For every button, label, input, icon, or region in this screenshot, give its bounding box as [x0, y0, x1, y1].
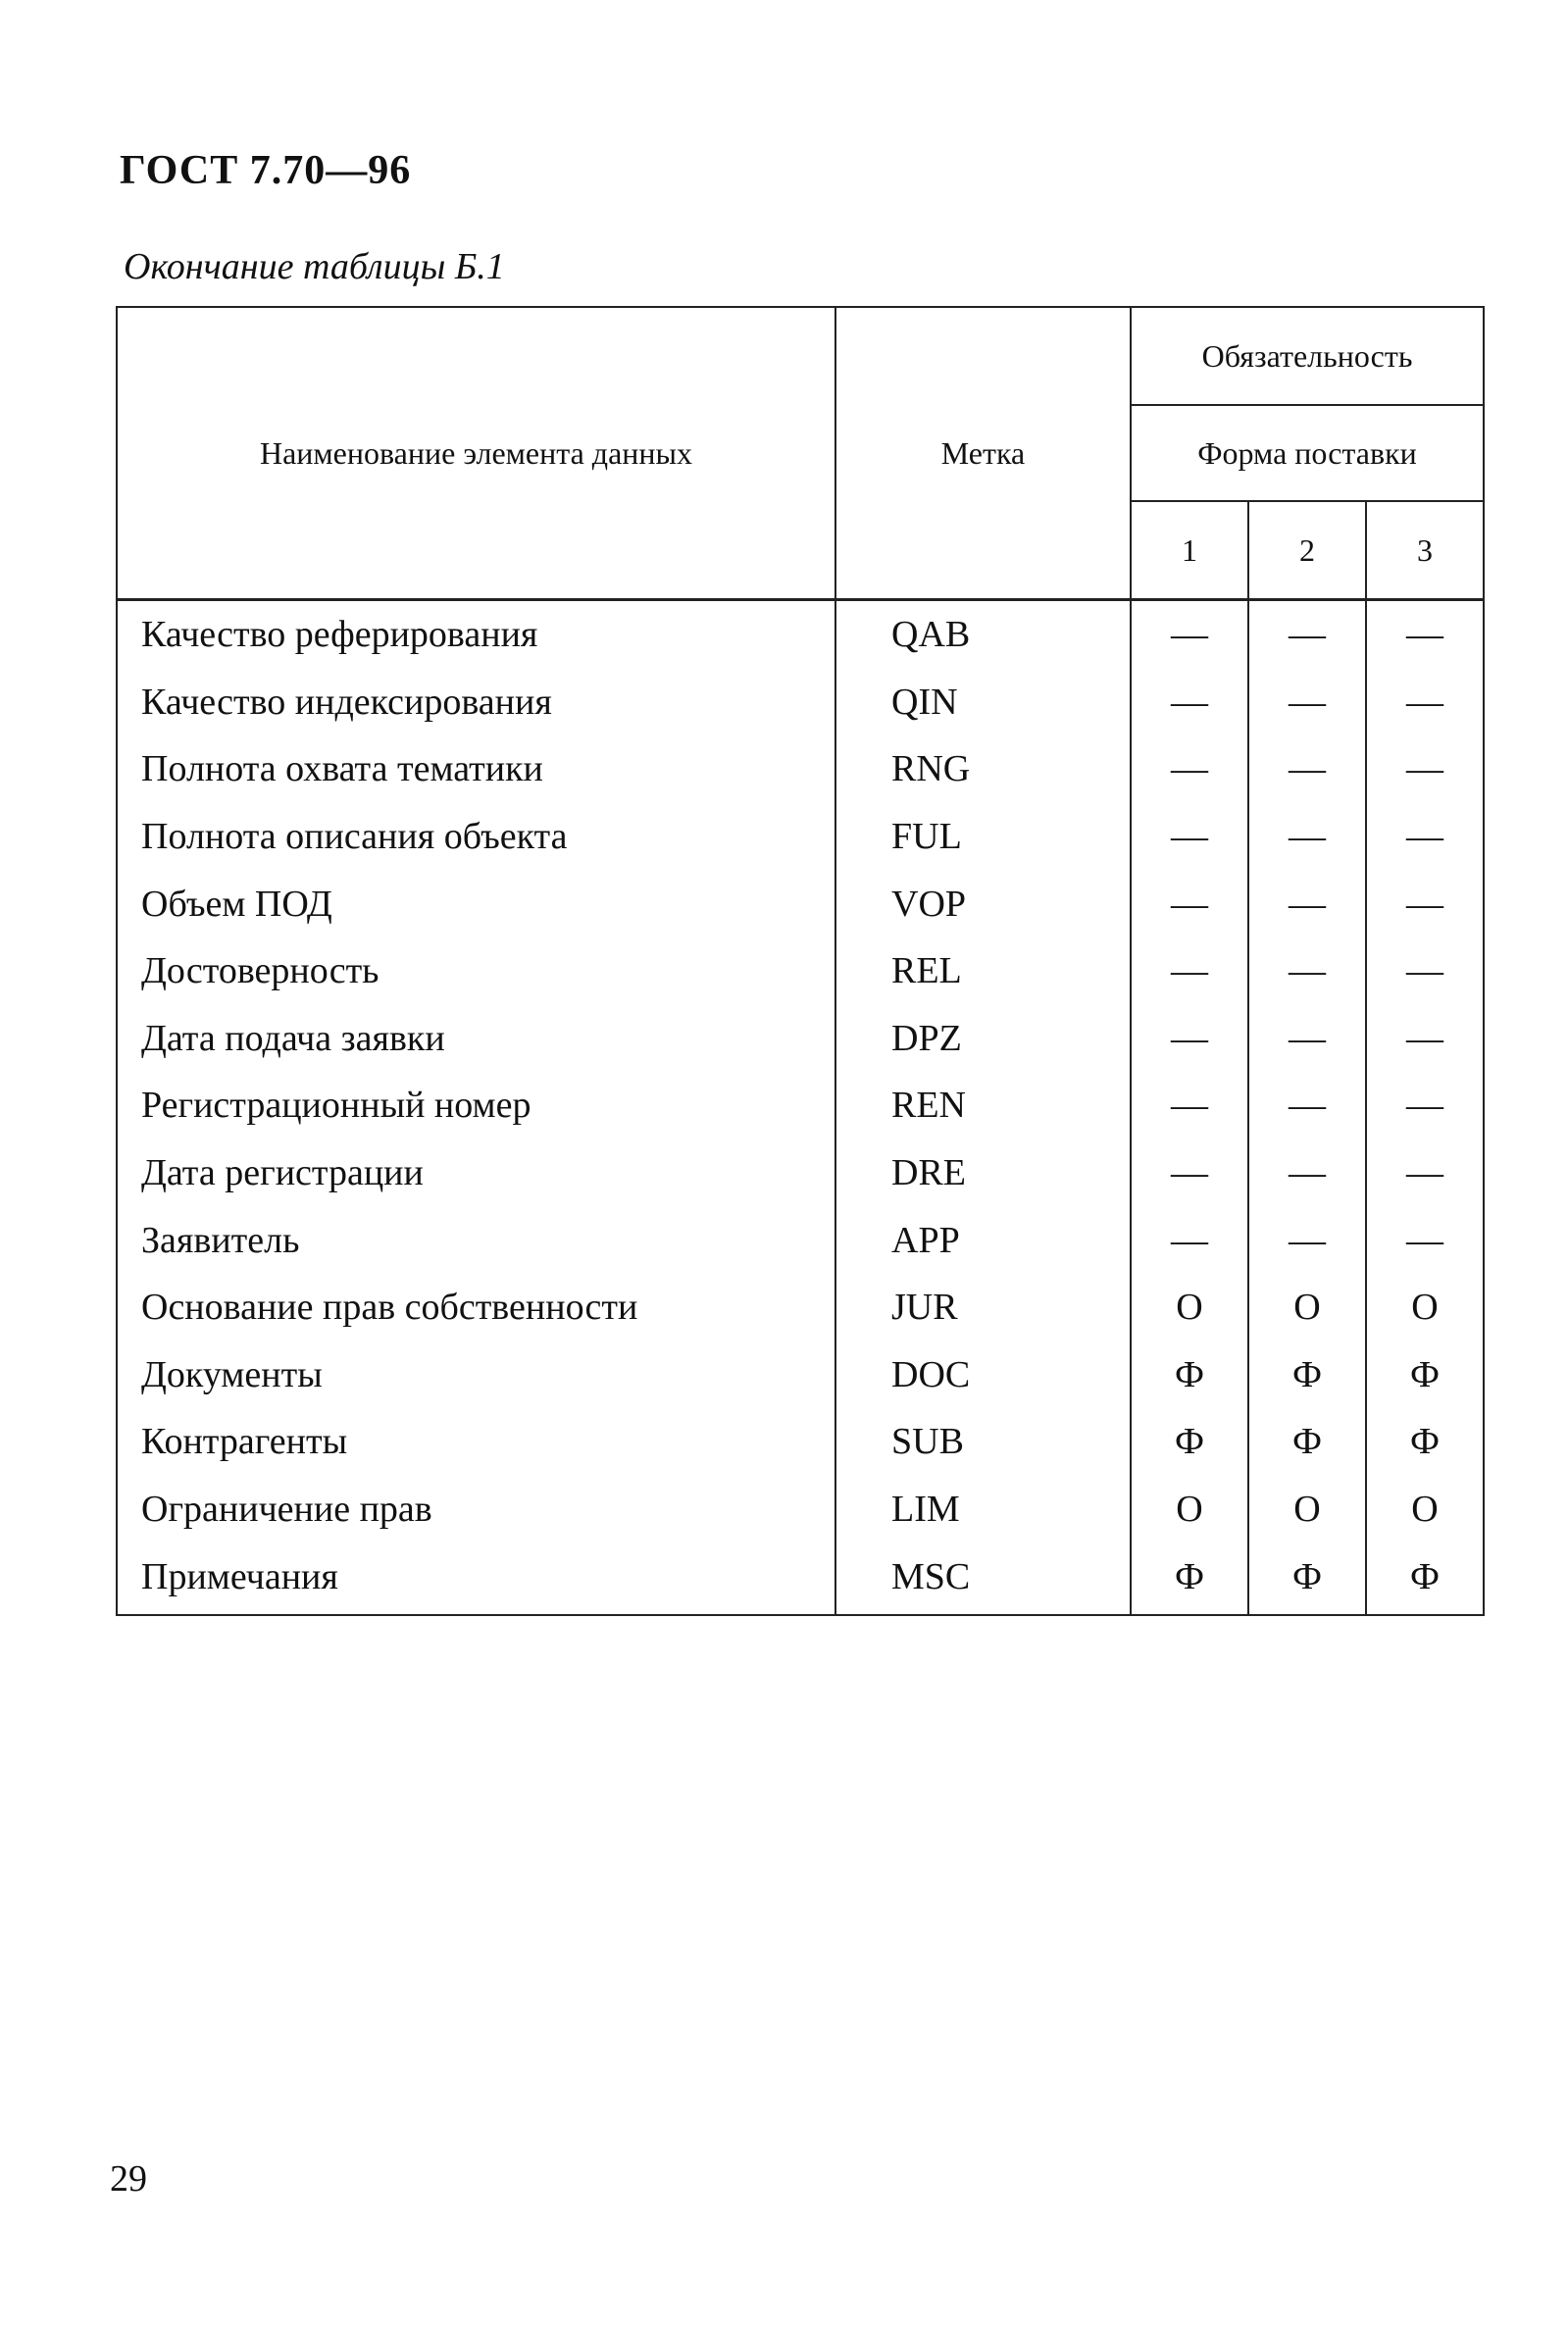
cell-tag: QIN	[835, 669, 1131, 736]
cell-form-1: —	[1131, 1206, 1248, 1274]
cell-form-3: —	[1366, 1139, 1484, 1207]
cell-form-1: —	[1131, 803, 1248, 871]
cell-form-2: —	[1248, 600, 1366, 669]
table-row	[117, 1206, 1484, 1274]
cell-tag: APP	[835, 1206, 1131, 1274]
table-row	[117, 669, 1484, 736]
table-header	[117, 307, 1484, 600]
table-body	[117, 600, 1484, 1615]
column-header-form-3: 3	[1366, 501, 1484, 600]
cell-form-3: —	[1366, 735, 1484, 803]
cell-form-3: —	[1366, 803, 1484, 871]
cell-form-3: —	[1366, 669, 1484, 736]
cell-form-1: Ф	[1131, 1341, 1248, 1409]
cell-element-name: Дата регистрации	[117, 1139, 835, 1207]
cell-form-1: —	[1131, 1005, 1248, 1073]
cell-form-2: —	[1248, 735, 1366, 803]
cell-form-2: —	[1248, 870, 1366, 937]
cell-form-2: Ф	[1248, 1341, 1366, 1409]
table-row	[117, 870, 1484, 937]
cell-tag: REN	[835, 1072, 1131, 1139]
cell-element-name: Достоверность	[117, 937, 835, 1005]
cell-element-name: Ограничение прав	[117, 1476, 835, 1543]
cell-form-2: —	[1248, 1139, 1366, 1207]
column-header-tag: Метка	[835, 307, 1131, 600]
cell-form-1: —	[1131, 600, 1248, 669]
table-row	[117, 1476, 1484, 1543]
cell-element-name: Качество реферирования	[117, 600, 835, 669]
cell-element-name: Контрагенты	[117, 1408, 835, 1476]
cell-form-1: —	[1131, 1072, 1248, 1139]
cell-form-3: О	[1366, 1476, 1484, 1543]
cell-form-2: —	[1248, 937, 1366, 1005]
cell-form-1: О	[1131, 1476, 1248, 1543]
cell-form-1: —	[1131, 1139, 1248, 1207]
cell-tag: LIM	[835, 1476, 1131, 1543]
cell-element-name: Полнота охвата тематики	[117, 735, 835, 803]
cell-tag: JUR	[835, 1274, 1131, 1341]
cell-form-3: —	[1366, 1206, 1484, 1274]
cell-element-name: Документы	[117, 1341, 835, 1409]
column-header-name: Наименование элемента данных	[117, 307, 835, 600]
table-row	[117, 1408, 1484, 1476]
table-row	[117, 1005, 1484, 1073]
table-caption: Окончание таблицы Б.1	[124, 246, 505, 287]
cell-tag: REL	[835, 937, 1131, 1005]
cell-tag: QAB	[835, 600, 1131, 669]
data-elements-table	[116, 306, 1485, 1616]
cell-tag: DPZ	[835, 1005, 1131, 1073]
cell-tag: FUL	[835, 803, 1131, 871]
cell-form-2: —	[1248, 1072, 1366, 1139]
cell-form-3: —	[1366, 937, 1484, 1005]
cell-element-name: Регистрационный номер	[117, 1072, 835, 1139]
cell-tag: VOP	[835, 870, 1131, 937]
cell-form-2: Ф	[1248, 1543, 1366, 1615]
table-row	[117, 600, 1484, 669]
table-row	[117, 1543, 1484, 1615]
cell-element-name: Заявитель	[117, 1206, 835, 1274]
cell-element-name: Основание прав собственности	[117, 1274, 835, 1341]
cell-form-2: —	[1248, 803, 1366, 871]
cell-form-2: О	[1248, 1274, 1366, 1341]
cell-element-name: Примечания	[117, 1543, 835, 1615]
column-header-obligation: Обязательность	[1131, 307, 1484, 405]
page-number: 29	[110, 2158, 147, 2200]
cell-element-name: Качество индексирования	[117, 669, 835, 736]
table-row	[117, 803, 1484, 871]
column-header-form-1: 1	[1131, 501, 1248, 600]
table-row	[117, 1072, 1484, 1139]
cell-form-1: —	[1131, 669, 1248, 736]
cell-tag: RNG	[835, 735, 1131, 803]
table-row	[117, 1274, 1484, 1341]
column-header-delivery-form: Форма поставки	[1131, 405, 1484, 501]
cell-form-2: О	[1248, 1476, 1366, 1543]
table-row	[117, 735, 1484, 803]
cell-form-3: Ф	[1366, 1408, 1484, 1476]
cell-form-3: —	[1366, 870, 1484, 937]
document-header: ГОСТ 7.70—96	[120, 148, 412, 193]
cell-element-name: Полнота описания объекта	[117, 803, 835, 871]
cell-form-3: —	[1366, 1072, 1484, 1139]
cell-form-3: —	[1366, 1005, 1484, 1073]
cell-element-name: Объем ПОД	[117, 870, 835, 937]
table-row	[117, 937, 1484, 1005]
cell-form-1: О	[1131, 1274, 1248, 1341]
cell-form-1: Ф	[1131, 1408, 1248, 1476]
column-header-form-2: 2	[1248, 501, 1366, 600]
cell-form-3: —	[1366, 600, 1484, 669]
cell-form-2: Ф	[1248, 1408, 1366, 1476]
cell-form-2: —	[1248, 669, 1366, 736]
cell-form-1: —	[1131, 870, 1248, 937]
cell-tag: DOC	[835, 1341, 1131, 1409]
cell-form-2: —	[1248, 1206, 1366, 1274]
cell-tag: MSC	[835, 1543, 1131, 1615]
table-row	[117, 1139, 1484, 1207]
cell-tag: SUB	[835, 1408, 1131, 1476]
cell-form-1: —	[1131, 735, 1248, 803]
cell-form-3: Ф	[1366, 1543, 1484, 1615]
cell-element-name: Дата подача заявки	[117, 1005, 835, 1073]
cell-form-3: Ф	[1366, 1341, 1484, 1409]
table-row	[117, 1341, 1484, 1409]
cell-form-2: —	[1248, 1005, 1366, 1073]
cell-form-1: Ф	[1131, 1543, 1248, 1615]
cell-form-1: —	[1131, 937, 1248, 1005]
cell-form-3: О	[1366, 1274, 1484, 1341]
cell-tag: DRE	[835, 1139, 1131, 1207]
